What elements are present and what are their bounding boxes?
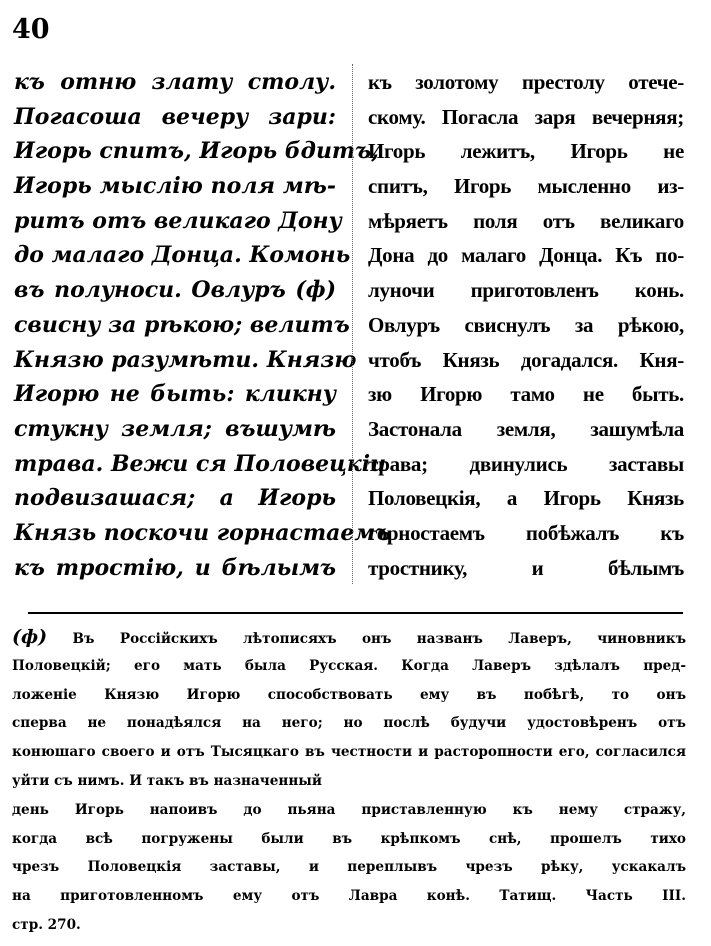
left-line: до малаго Донца. Комонь (14, 242, 351, 269)
left-line: Игорю не быть: кликну (14, 381, 336, 408)
left-line: стукну земля; въшумѣ (14, 415, 336, 442)
right-column-text (368, 65, 684, 585)
right-line: тростнику, и бѣлымъ (368, 555, 684, 580)
left-line: ритъ отъ великаго Дону (14, 207, 342, 234)
footnote-line: чрезъ Половецкія заставы, и переплывъ чрезъ рѣку, ускакалъ (12, 859, 686, 876)
left-line: Игорь спитъ, Игорь бдитъ, (14, 138, 379, 165)
right-line: мѣряетъ поля отъ великаго (368, 208, 684, 233)
left-line: къ тростію, и бѣлымъ (14, 554, 336, 581)
footnote-line: стр. 270. (12, 916, 81, 933)
right-line: луночи приготовленъ конь. (368, 278, 684, 303)
right-line: къ золотому престолу отече- (368, 70, 684, 94)
left-line: къ отню злату столу. (14, 69, 336, 95)
footnote-rule (28, 612, 683, 614)
footnote-line: конюшаго своего и отъ Тысяцкаго въ честности и расторопности его, согласился уйти съ нимъ. И такъ въ назначенный (12, 744, 686, 789)
footnote-line: когда всѣ погружены были въ крѣпкомъ снѣ, прошелъ тихо (12, 830, 686, 847)
left-column-text (14, 65, 392, 585)
left-line: въ полуноси. Овлуръ (ф) (14, 277, 336, 304)
footnote-line: день Игорь напоивъ до пьяна приставленную къ нему стражу, (12, 801, 686, 818)
column-divider (352, 64, 353, 584)
left-line: Игорь мыслію поля мѣ- (14, 173, 336, 200)
page-number: 40 (12, 14, 50, 45)
right-line: Дона до малаго Донца. Къ по- (368, 243, 684, 268)
right-line: чтобъ Князь догадался. Кня- (368, 347, 684, 372)
footnote-line-text: Въ Россійскихъ лѣтописяхъ онъ названъ Лаверъ, чиновникъ (72, 631, 687, 647)
left-line: свисну за рѣкою; велитъ (14, 311, 350, 338)
right-line: зю Игорю тамо не быть. (368, 382, 684, 407)
footnote-line: ложеніе Князю Игорю способствовать ему въ побѣгѣ, то онъ (12, 686, 686, 703)
footnote-line: сперва не понадѣялся на него; но послѣ будучи удостовѣренъ отъ (12, 715, 686, 732)
right-line: Овлуръ свиснулъ за рѣкою, (368, 312, 684, 337)
footnote-line: Половецкій; его мать была Русская. Когда Лаверъ здѣлалъ пред- (12, 657, 686, 674)
left-line: Погасоша вечеру зари: (14, 103, 336, 130)
right-line: Половецкія, а Игорь Князь (368, 486, 684, 511)
right-line: скому. Погасла заря вечерняя; (368, 104, 684, 129)
right-line: Игорь лежитъ, Игорь не (368, 139, 684, 164)
left-line: подвизашася; а Игорь (14, 485, 336, 512)
footnote-line: на приготовленномъ ему отъ Лавра конѣ. Татищ. Часть III. (12, 888, 686, 905)
left-line: Князь поскочи горнастаемъ (14, 519, 392, 546)
footnote (12, 623, 686, 940)
right-line: горностаемъ побѣжалъ къ (368, 520, 684, 545)
right-line: трава; двинулись заставы (368, 451, 684, 476)
left-line: Князю разумѣти. Князю (14, 346, 357, 373)
left-line: трава. Вежи ся Половецкіи (14, 450, 387, 477)
footnote-marker: (ф) (12, 626, 48, 648)
footnote-line (12, 623, 686, 652)
right-line: спитъ, Игорь мысленно из- (368, 174, 684, 199)
right-line: Застонала земля, зашумѣла (368, 416, 684, 441)
